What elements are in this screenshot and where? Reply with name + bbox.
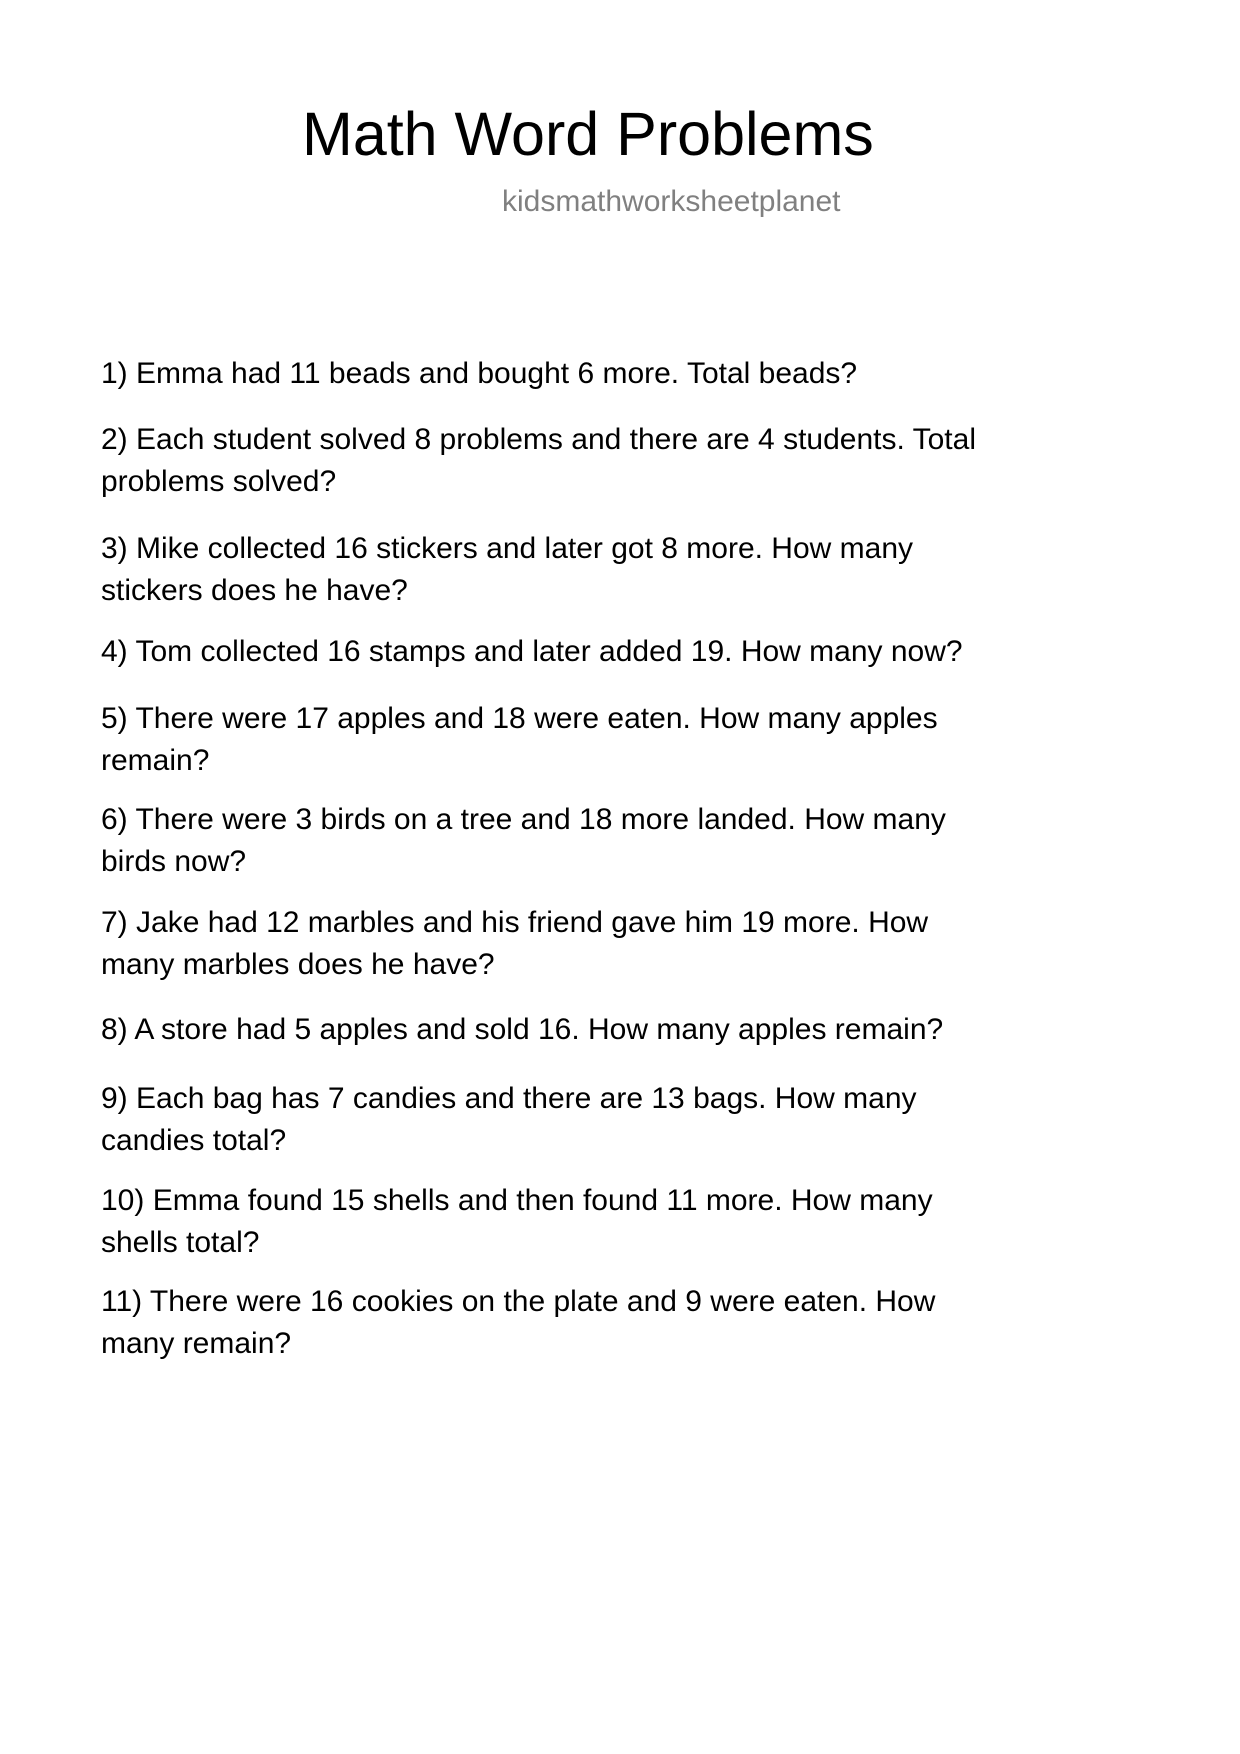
problem-3 — [101, 528, 913, 612]
problem-line: shells total? — [101, 1226, 260, 1259]
problem-line: 11) There were 16 cookies on the plate and 9 were eaten. How — [101, 1285, 936, 1318]
site-watermark: kidsmathworksheetplanet — [502, 185, 841, 218]
problem-line: 10) Emma found 15 shells and then found 11 more. How many — [101, 1184, 933, 1217]
problem-line: stickers does he have? — [101, 574, 408, 607]
problem-line: 7) Jake had 12 marbles and his friend gave him 19 more. How — [101, 906, 929, 939]
problem-line: problems solved? — [101, 465, 337, 498]
problem-11 — [101, 1281, 935, 1365]
problem-4 — [101, 631, 963, 673]
problem-line: 5) There were 17 apples and 18 were eaten. How many apples — [101, 702, 938, 735]
problem-line: birds now? — [101, 845, 247, 878]
problem-line: candies total? — [101, 1124, 287, 1157]
problem-10 — [101, 1180, 933, 1264]
problem-line: remain? — [101, 744, 210, 777]
problem-line: 1) Emma had 11 beads and bought 6 more. Total beads? — [101, 357, 858, 390]
problem-5 — [101, 698, 938, 782]
problem-1 — [101, 353, 857, 395]
problem-9 — [101, 1078, 917, 1162]
problem-line: many remain? — [101, 1327, 292, 1360]
problem-line: many marbles does he have? — [101, 948, 495, 981]
problem-2 — [101, 419, 976, 503]
problem-line: 2) Each student solved 8 problems and there are 4 students. Total — [101, 423, 976, 456]
problem-7 — [101, 902, 928, 986]
problem-6 — [101, 799, 946, 883]
problem-line: 4) Tom collected 16 stamps and later added 19. How many now? — [101, 635, 963, 668]
problem-line: 8) A store had 5 apples and sold 16. How many apples remain? — [101, 1013, 944, 1046]
problem-line: 3) Mike collected 16 stickers and later got 8 more. How many — [101, 532, 914, 565]
problem-8 — [101, 1009, 943, 1051]
page-title: Math Word Problems — [302, 100, 874, 168]
problem-line: 9) Each bag has 7 candies and there are 13 bags. How many — [101, 1082, 917, 1115]
problem-line: 6) There were 3 birds on a tree and 18 more landed. How many — [101, 803, 946, 836]
